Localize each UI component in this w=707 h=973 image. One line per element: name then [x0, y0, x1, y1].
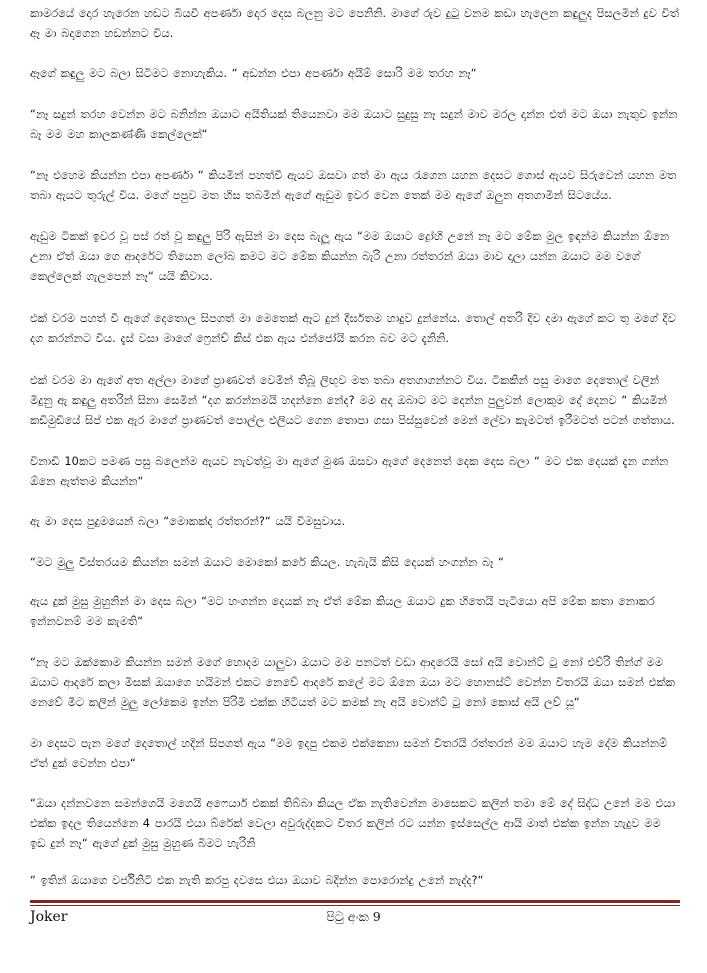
paragraph: එක් වරම පහත් වී ඇගේ දෙතොල සිපගත් මා මෙතෙක් ඈට දුන් දීර්ඝතම හාදුව දුන්නේය. තොල් අතරි දිව දමා ඇගේ කට තු මගේ දිව දග කරන්නට විය. දැස් වසා මාගේ ෆ්‍රෙන්ච් කිස් එක ඇය එන්ජෝයි කරන බව මට දැනිනි.	[30, 312, 676, 345]
body-text	[30, 4, 680, 891]
paragraph: “ ඉතින් ඔයාගෙ වර්ජිනිටි එක නැති කරපු දවසෙ එයා ඔයාව බදින්න පොරොන්දු උනේ නැද්ද?“	[30, 874, 484, 887]
paragraph: “නෑ එහෙම කියන්න එපා අපර්ණා “ කියමින් පහත්වී ඇයව ඔසවා ගත් මා ඇය රැගෙන යහන දෙසට ගොස් ඇයව සිරුවෙන් යහන මත තබා ඇයට තුරුල් විය. මගේ පපුව මත හිස තබමින් ඇගේ ඇඩුම ඉවර වෙන තෙක් මම ඇගේ ඔලුන අතගාමින් සිටයේය.	[30, 169, 677, 202]
paragraph: ඈගේ කඳුලු මට බලා සිටිමට නොහැකිය. “ අඩන්න එපා අපර්ණා අයිම් සොරි මම තරහ නෑ“	[30, 67, 477, 80]
paragraph: විනාඩි 10කට පමණ පසු බලෙන්ම ඇයව නැවත්වූ මා ඇගේ මුණ ඔසවා ඇගේ දෙනෙත් දෙක දෙස බලා “ මට එක දෙයක් දැන ගන්න ඕනෙ ඇත්තම කියන්න“	[30, 455, 669, 488]
paragraph: ඇය දුක් මුසු මුහුනින් මා දෙස බලා “මට හංගන්න දෙයක් නෑ ඒත් මේක කියල ඔයාට දුක හිතෙයි පැටියො අපි මේක කතා නොකර ඉන්නවනම් මම කැමති“	[30, 595, 655, 628]
paragraph: “නෑ මට ඔක්කොම කියන්න සමන් මගේ හොදම යාලුවා ඔයාට මම පනටත් වඩා ආදරෙයි සෝ අයි වොන්ට් ටු නෝ එව්රි තින්ග් මම ඔයාට ආදරේ කලා මිසක් ඔයාගෙ හයිමන් එකට නෙවේ ආදරේ කලේ මට ඕනෙ ඔයා මට හොනස්ට් වෙන්න විතරයි ඔයා සමන් එක්ක නෙවේ මීට කලින් මුලු ලෝකෙම ඉන්න පිරිමි එක්ක හිටියත් මට කමක් නෑ අයි වොන්ට් ටු නෝ කොස් අයි ලව් යූ“	[30, 656, 675, 709]
paragraph: කාමරයේ දොර හැරෙන හඩට බියවී අපර්ණා දොර දෙස බලනු මට පෙනිනි. මාගේ රුව දුටු වනම කඩා හැලෙන කඳුලුද පිසලමින් දුව විත් ඈ මා බදාගෙන හඩන්නට විය.	[30, 7, 680, 40]
footer-divider-thin	[30, 905, 680, 906]
paragraph: “ඔයා දන්නවනෙ සමන්ගෙයි මගෙයි අෆෙයාර් එකක් තිබ්බා කියල ඒක නැතිවෙන්න මාසෙකට කලින් තමා මේ දේ සිද්ධ උනේ මම එයා එක්ක ඉදල තියෙන්නෙ 4 පාරයි එයා බ්රේක් වෙලා අවුරුද්දකට විතර කලින් රට යන්න ඉස්සෙල්ල ආයි මාත් එක්ක ඉන්න හැදුව මම ඉඩ දුන් නෑ“ ඇගේ දුක් මුසු මුහුණ බිමට හැරිනි	[30, 797, 676, 850]
paragraph: ඇඩුම ටිකක් ඉවර වූ පස් රත් වූ කඳුලු පිරි ඇසින් මා දෙස බැලූ ඇය “මම ඔයාට ද්‍රෝහි උනේ නෑ මට මේක මුල ඉඳන්ම කියන්න ඕනෙ උනා ඒත් ඔයා ගෙ ආදරේට තියෙන ලෝබ කමට මට මේක කියන්න බැරි උනා රත්තරන් ඔයා මාව දාලා යන්න ඔයාට මම වගේ කෙල්ලෙක් ගැලපෙන් නෑ“ යයි කිවාය.	[30, 230, 670, 283]
footer-divider	[30, 900, 680, 903]
page-number: පිටු අංක 9	[326, 909, 381, 924]
paragraph: මා දෙසට පැන මගේ දෙතොල් හදින් සිපගත් ඇය “මම ඉදපු එකම එක්කෙනා සමන් විතරයි රත්තරන් මම ඔයාට හැම දේම කියන්නම් ඒත් දුක් වෙන්න එපා“	[30, 737, 668, 770]
paragraph: එක් වරම මා ඇගේ අත අල්ලා මාගේ ප්‍රාණවත් වෙමින් තිබූ ලිඟුව මත තබා අතගාගන්නට විය. ටිකකින් පසු මාගෙ දෙතොල් වලින් මිදුනු ඇ කඳුලු අතරින් සිනා සෙමින් “දග කරන්නමයි හදන්නෙ නේද? මම අද ඔබාට මට දෙන්න පුලුවන් ලොකුම දේ දෙනව “ කියමින් කඩිමුඩියේ සිප් එක ඇර මාගේ ප්‍රාණවත් පොල්ල එලියට ගෙන තොපා ගසා පිස්සුවෙන් මෙන් ලේවා කැමටත් ඉරීමටත් පටන් ගත්තාය.	[30, 374, 675, 427]
paragraph: “මට මුලු විස්තරයම කියන්න සමන් ඔයාට මොකෝ කරේ කියල. හැබැයි කිසි දෙයක් හංගන්න බෑ “	[30, 556, 504, 569]
footer-author: Joker	[30, 909, 68, 925]
paragraph: “නෑ සදුන් තරහ වෙන්න මට බනින්න ඔයාට අයිතියක් තියෙනවා මම ඔයාට සුදුසු නෑ සදුන් මාව මරල දාන්න එත් මට ඔයා නැතුව ඉන්න බෑ මම මහ කාලකණ්ණි කෙල්ලෙක්“	[30, 108, 678, 141]
paragraph: ඇ මා දෙස පුදුමයෙන් බලා “මොකක්ද රත්තරන්?“ යයි විමසුවාය.	[30, 515, 346, 528]
